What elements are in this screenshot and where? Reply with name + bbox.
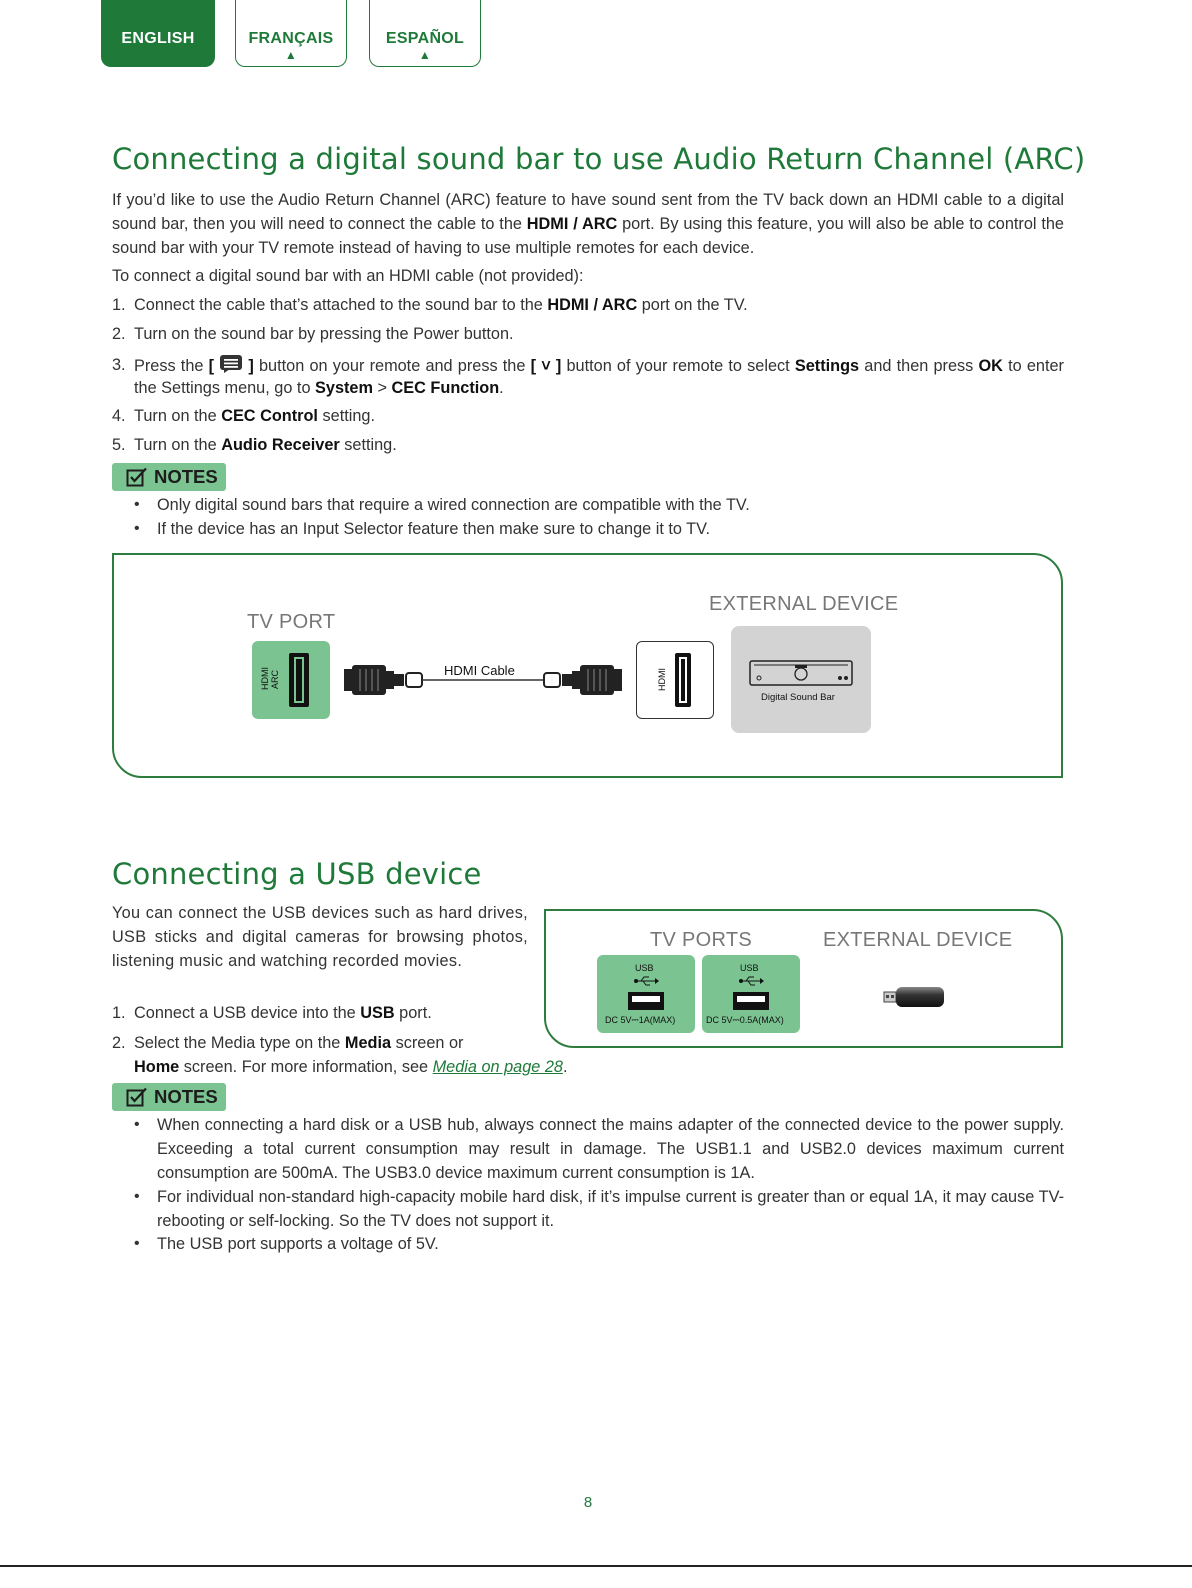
sound-bar-box (731, 626, 871, 733)
usb-port-2-rating: DC 5V⎓0.5A(MAX) (706, 1015, 784, 1025)
arc-step-2: 2. Turn on the sound bar by pressing the Power button. (112, 325, 514, 343)
device-hdmi-label: HDMI (657, 668, 667, 692)
arc-step-3: 3. Press the [ ] button on your remote and press the [ ˅ ] button of your remote to select Settings and then press OK to enter the Settings menu, go to System > CEC Function. (112, 356, 1064, 397)
usb-symbol-icon (738, 975, 764, 987)
tab-espanol-label: ESPAÑOL (385, 30, 465, 47)
hdmi-arc-label: HDMI ARC (260, 667, 280, 691)
tab-espanol[interactable] (369, 0, 481, 67)
triangle-up-icon: ▲ (284, 48, 298, 62)
bottom-rule (0, 1565, 1192, 1567)
sound-bar-icon (749, 658, 853, 688)
usb-external-device-heading: EXTERNAL DEVICE (823, 929, 1013, 951)
arc-section-title: Connecting a digital sound bar to use Audio Return Channel (ARC) (112, 142, 1086, 176)
usb-step-2: 2. Select the Media type on the Media screen or Home screen. For more information, see Media on page 28. (112, 1034, 568, 1076)
triangle-up-icon: ▲ (418, 48, 432, 62)
usb-note-3: • The USB port supports a voltage of 5V. (134, 1235, 439, 1253)
tab-english-label: ENGLISH (121, 30, 195, 47)
arc-note-2: • If the device has an Input Selector feature then make sure to change it to TV. (134, 520, 711, 538)
external-device-heading: EXTERNAL DEVICE (709, 593, 899, 615)
tab-francais[interactable] (235, 0, 347, 67)
usb-notes-badge: NOTES (112, 1083, 226, 1111)
device-hdmi-port (636, 641, 714, 719)
usb-intro: You can connect the USB devices such as hard drives, USB sticks and digital cameras for browsing photos, listening music and watching recorded movies. (112, 904, 528, 970)
tab-francais-label: FRANÇAIS (248, 30, 334, 47)
usb-step-1: 1. Connect a USB device into the USB port. (112, 1004, 432, 1022)
hdmi-socket-icon (673, 652, 693, 708)
arc-step-1: 1. Connect the cable that’s attached to the sound bar to the HDMI / ARC port on the TV. (112, 296, 748, 314)
usb-connection-diagram (544, 909, 1063, 1048)
usb-section-title: Connecting a USB device (112, 857, 482, 891)
tab-english[interactable] (101, 0, 215, 67)
arc-step-5: 5. Turn on the Audio Receiver setting. (112, 436, 397, 454)
usb-note-1: • When connecting a hard disk or a USB hub, always connect the mains adapter of the connected device to the power supply. Exceeding a total current consumption may result in damage. The USB1.1 and USB2.0 devices maximum current consumption are 500mA. The USB3.0 device maximum current consumption is 1A. (134, 1116, 1064, 1182)
usb-note-2: • For individual non-standard high-capacity mobile hard disk, if it’s impulse current is greater than or equal 1A, it may cause TV-rebooting or self-locking. So the TV does not support it. (134, 1188, 1064, 1230)
usb-symbol-icon (633, 975, 659, 987)
sound-bar-label: Digital Sound Bar (761, 692, 835, 703)
usb-port-1-label: USB (635, 963, 654, 973)
checkbox-pencil-icon (126, 467, 150, 487)
arc-intro: If you’d like to use the Audio Return Channel (ARC) feature to have sound sent from the TV back down an HDMI cable to a digital sound bar, then you will need to connect the cable to the HDMI / ARC port. By using this feature, you will also be able to control the sound bar with your TV remote instead of having to use multiple remotes for each device. (112, 191, 1064, 257)
usb-port-2 (702, 955, 800, 1033)
tv-port-heading: TV PORT (247, 611, 336, 633)
arc-connection-diagram (112, 553, 1063, 778)
arc-note-1: • Only digital sound bars that require a wired connection are compatible with the TV. (134, 496, 750, 514)
checkbox-pencil-icon (126, 1087, 150, 1107)
arc-lead: To connect a digital sound bar with an HDMI cable (not provided): (112, 267, 584, 285)
arc-step-4: 4. Turn on the CEC Control setting. (112, 407, 375, 425)
page-number: 8 (583, 1494, 593, 1511)
media-page-link[interactable]: Media on page 28 (432, 1058, 563, 1076)
usb-port-1-rating: DC 5V⎓1A(MAX) (605, 1015, 676, 1025)
usb-port-2-label: USB (740, 963, 759, 973)
hdmi-arc-port (252, 641, 330, 719)
usb-socket-icon (627, 991, 665, 1011)
hdmi-socket-icon (282, 652, 312, 708)
usb-port-1 (597, 955, 695, 1033)
usb-stick-icon (882, 983, 946, 1011)
tv-ports-heading: TV PORTS (650, 929, 753, 951)
hdmi-cable-label: HDMI Cable (444, 663, 515, 678)
usb-socket-icon (732, 991, 770, 1011)
menu-button-icon (219, 354, 243, 374)
arc-notes-badge: NOTES (112, 463, 226, 491)
